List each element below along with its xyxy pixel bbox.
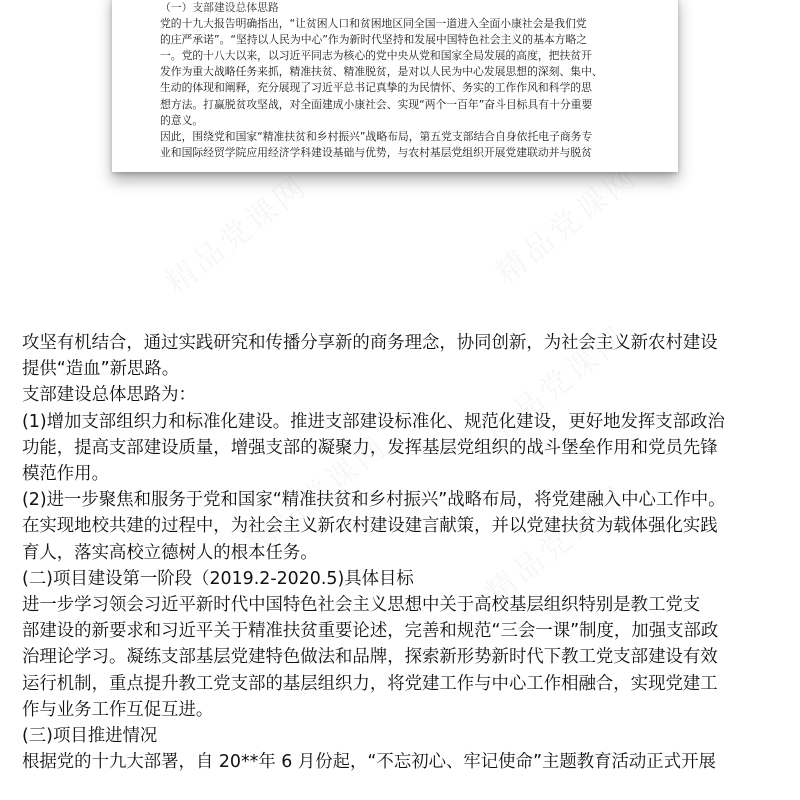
section-heading-phase-one: (二)项目建设第一阶段（2019.2-2020.5)具体目标 xyxy=(22,568,414,589)
watermark: 精品党课网 xyxy=(239,428,395,561)
preview-text-block xyxy=(112,0,678,161)
preview-section-heading: （一）支部建设总体思路 xyxy=(160,1,279,14)
body-line: 运行机制，重点提升教工党支部的基层组织力，将党建工作与中心工作相融合，实现党建工 xyxy=(22,673,718,694)
watermark: 精品党课网 xyxy=(479,478,635,611)
preview-line: 想方法。打赢脱贫攻坚战，对全面建成小康社会、实现“两个一百年”奋斗目标具有十分重要 xyxy=(160,97,593,111)
watermark: 精品党课网 xyxy=(159,168,315,301)
section-heading-progress: (三)项目推进情况 xyxy=(22,726,158,747)
preview-line: 党的十九大报告明确指出，“让贫困人口和贫困地区同全国一道进入全面小康社会是我们党 xyxy=(160,17,587,31)
body-line: 根据党的十九大部署，自 20**年 6 月份起，“不忘初心、牢记使命”主题教育活动正式开展 xyxy=(22,752,716,773)
body-line: 功能，提高支部建设质量，增强支部的凝聚力，发挥基层党组织的战斗堡垒作用和党员先锋 xyxy=(22,437,718,458)
body-line: (1)增加支部组织力和标准化建设。推进支部建设标准化、规范化建设，更好地发挥支部政治 xyxy=(22,411,725,432)
subheading-overall-plan: 支部建设总体思路为： xyxy=(22,385,196,406)
body-line: 治理论学习。凝练支部基层党建特色做法和品牌，探索新形势新时代下教工党支部建设有效 xyxy=(22,647,718,668)
preview-line: 的庄严承诺”。“坚持以人民为中心”作为新时代坚持和发展中国特色社会主义的基本方略之 xyxy=(160,33,588,47)
body-line: 育人，落实高校立德树人的根本任务。 xyxy=(22,542,318,563)
body-line: 模范作用。 xyxy=(22,464,109,485)
body-line: 攻坚有机结合，通过实践研究和传播分享新的商务理念，协同创新，为社会主义新农村建设 xyxy=(22,333,718,353)
preview-line: 发作为重大战略任务来抓，精准扶贫、精准脱贫，是对以人民为中心发展思想的深刻、集中、 xyxy=(160,65,603,79)
body-line: 进一步学习领会习近平新时代中国特色社会主义思想中关于高校基层组织特别是教工党支 xyxy=(22,595,701,616)
preview-line: 一。党的十八大以来，以习近平同志为核心的党中央从党和国家全局发展的高度，把扶贫开 xyxy=(160,49,592,63)
preview-line: 因此，围绕党和国家“精准扶贫和乡村振兴”战略布局，第五党支部结合自身依托电子商务专 xyxy=(160,129,593,143)
document-body xyxy=(22,330,792,775)
body-line: 部建设的新要求和习近平关于精准扶贫重要论述，完善和规范“三会一课”制度，加强支部政 xyxy=(22,621,719,642)
watermark: 精品党课网 xyxy=(479,318,635,451)
document-preview-card xyxy=(112,0,678,172)
body-line: 作与业务工作互促互进。 xyxy=(22,699,214,720)
body-line: (2)进一步聚焦和服务于党和国家“精准扶贫和乡村振兴”战略布局，将党建融入中心工作中。 xyxy=(22,490,726,511)
body-line: 提供“造血”新思路。 xyxy=(22,359,180,380)
watermark: 精品党课网 xyxy=(489,158,645,291)
preview-line: 的意义。 xyxy=(160,113,204,127)
preview-line: 业和国际经贸学院应用经济学科建设基础与优势，与农村基层党组织开展党建联动并与脱贫 xyxy=(160,145,592,159)
body-line: 在实现地校共建的过程中，为社会主义新农村建设建言献策，并以党建扶贫为载体强化实践 xyxy=(22,516,718,537)
preview-line: 生动的体现和阐释，充分展现了习近平总书记真挚的为民情怀、务实的工作作风和科学的思 xyxy=(160,81,592,95)
